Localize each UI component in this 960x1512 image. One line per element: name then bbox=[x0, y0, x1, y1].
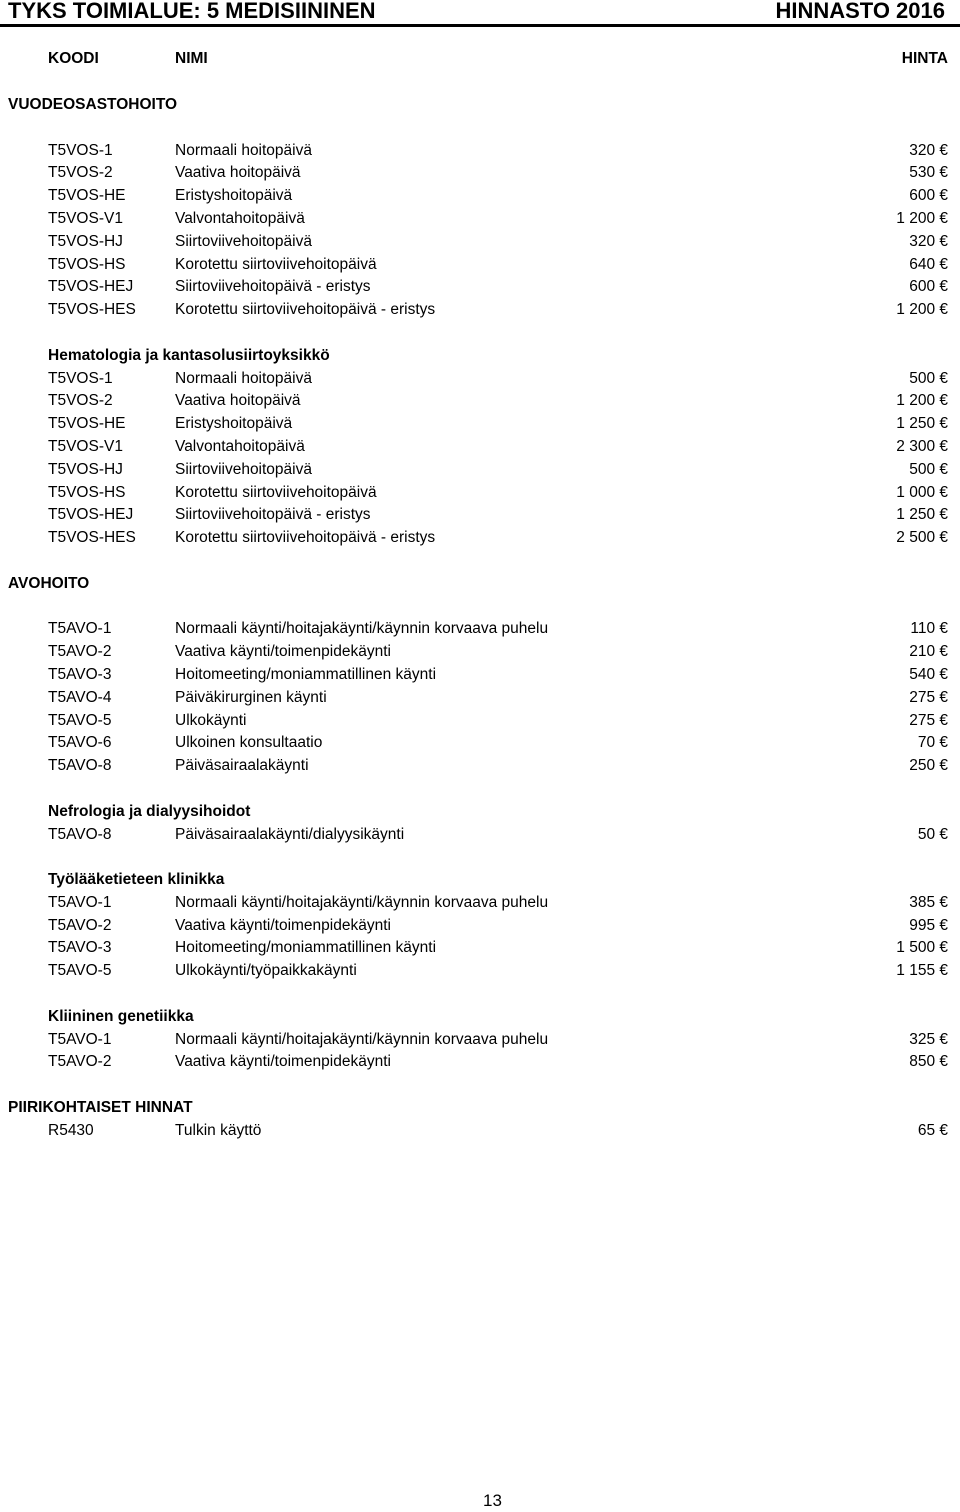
item-code: T5VOS-2 bbox=[48, 392, 113, 410]
item-code: T5VOS-HEJ bbox=[48, 506, 134, 524]
price-row bbox=[0, 368, 960, 391]
item-name: Valvontahoitopäivä bbox=[175, 437, 305, 455]
price-row bbox=[0, 390, 960, 413]
item-code: T5VOS-HE bbox=[48, 187, 126, 205]
price-row bbox=[0, 276, 960, 299]
item-code: T5AVO-2 bbox=[48, 916, 112, 934]
item-name: Valvontahoitopäivä bbox=[175, 209, 305, 227]
item-code: T5VOS-1 bbox=[48, 369, 113, 387]
item-price: 1 000 € bbox=[896, 483, 948, 501]
item-name: Vaativa hoitopäivä bbox=[175, 164, 301, 182]
item-name: Normaali käynti/hoitajakäynti/käynnin korvaava puhelu bbox=[175, 620, 549, 638]
item-price: 1 500 € bbox=[896, 939, 948, 957]
item-code: T5AVO-8 bbox=[48, 825, 112, 843]
item-name: Päiväsairaalakäynti bbox=[175, 757, 309, 775]
item-price: 530 € bbox=[909, 164, 948, 182]
item-name: Hoitomeeting/moniammatillinen käynti bbox=[175, 665, 437, 683]
price-row bbox=[0, 231, 960, 254]
price-row bbox=[0, 208, 960, 231]
page-header bbox=[0, 0, 960, 27]
item-name: Normaali käynti/hoitajakäynti/käynnin korvaava puhelu bbox=[175, 893, 549, 911]
item-name: Eristyshoitopäivä bbox=[175, 415, 293, 433]
item-code: T5AVO-2 bbox=[48, 1053, 112, 1071]
spacer bbox=[0, 1074, 960, 1097]
spacer bbox=[0, 983, 960, 1006]
price-row bbox=[0, 413, 960, 436]
page-number: 13 bbox=[483, 1491, 502, 1510]
price-row bbox=[0, 618, 960, 641]
item-name: Korotettu siirtoviivehoitopäivä - eristys bbox=[175, 529, 436, 547]
item-price: 65 € bbox=[917, 1121, 948, 1139]
item-name: Ulkoinen konsultaatio bbox=[175, 734, 323, 752]
item-name: Tulkin käyttö bbox=[175, 1121, 262, 1139]
price-row bbox=[0, 710, 960, 733]
price-row bbox=[0, 299, 960, 322]
spacer bbox=[0, 117, 960, 140]
item-code: T5AVO-8 bbox=[48, 757, 112, 775]
item-code: T5VOS-HJ bbox=[48, 460, 123, 478]
column-headers bbox=[0, 48, 960, 70]
price-row bbox=[0, 436, 960, 459]
item-price: 600 € bbox=[909, 278, 948, 296]
price-column-header: HINTA bbox=[901, 50, 948, 67]
name-column-header: NIMI bbox=[175, 50, 208, 67]
item-name: Eristyshoitopäivä bbox=[175, 187, 293, 205]
price-row bbox=[0, 162, 960, 185]
item-price: 275 € bbox=[909, 688, 948, 706]
item-name: Normaali hoitopäivä bbox=[175, 141, 312, 159]
spacer bbox=[0, 550, 960, 573]
item-price: 70 € bbox=[917, 734, 948, 752]
item-code: T5AVO-5 bbox=[48, 962, 112, 980]
price-list-year: HINNASTO 2016 bbox=[775, 0, 945, 23]
item-price: 210 € bbox=[909, 643, 948, 661]
item-code: T5AVO-2 bbox=[48, 643, 112, 661]
price-row bbox=[0, 527, 960, 550]
item-price: 1 250 € bbox=[896, 415, 948, 433]
price-row bbox=[0, 664, 960, 687]
item-price: 640 € bbox=[909, 255, 948, 273]
item-name: Vaativa käynti/toimenpidekäynti bbox=[175, 916, 391, 934]
spacer bbox=[0, 596, 960, 619]
price-row bbox=[0, 824, 960, 847]
price-row bbox=[0, 732, 960, 755]
item-name: Hoitomeeting/moniammatillinen käynti bbox=[175, 939, 437, 957]
item-name: Ulkokäynti bbox=[175, 711, 247, 729]
spacer bbox=[0, 846, 960, 869]
item-name: Korotettu siirtoviivehoitopäivä bbox=[175, 255, 377, 273]
item-code: T5VOS-1 bbox=[48, 141, 113, 159]
item-price: 540 € bbox=[909, 665, 948, 683]
spacer bbox=[0, 778, 960, 801]
item-name: Vaativa käynti/toimenpidekäynti bbox=[175, 1053, 391, 1071]
item-name: Päiväsairaalakäynti/dialyysikäynti bbox=[175, 825, 405, 843]
item-name: Siirtoviivehoitopäivä bbox=[175, 232, 312, 250]
price-row bbox=[0, 892, 960, 915]
price-row bbox=[0, 254, 960, 277]
item-price: 325 € bbox=[909, 1030, 948, 1048]
item-price: 500 € bbox=[909, 460, 948, 478]
item-price: 110 € bbox=[910, 620, 948, 638]
section-heading: AVOHOITO bbox=[8, 574, 90, 592]
subsection-heading: Kliininen genetiikka bbox=[48, 1007, 194, 1025]
section-heading: VUODEOSASTOHOITO bbox=[8, 96, 178, 113]
item-name: Siirtoviivehoitopäivä - eristys bbox=[175, 506, 371, 524]
item-name: Siirtoviivehoitopäivä - eristys bbox=[175, 278, 371, 296]
item-price: 320 € bbox=[909, 141, 948, 159]
item-code: T5AVO-5 bbox=[48, 711, 112, 729]
item-code: T5VOS-HES bbox=[48, 529, 136, 547]
item-code: T5VOS-HEJ bbox=[48, 278, 134, 296]
price-row bbox=[0, 687, 960, 710]
subsection-heading: Nefrologia ja dialyysihoidot bbox=[48, 802, 251, 820]
item-price: 320 € bbox=[909, 232, 948, 250]
item-price: 50 € bbox=[917, 825, 948, 843]
item-code: T5AVO-1 bbox=[48, 893, 112, 911]
item-code: T5VOS-V1 bbox=[48, 209, 123, 227]
document-title: TYKS TOIMIALUE: 5 MEDISIININEN bbox=[8, 0, 376, 23]
subsection-heading: Hematologia ja kantasolusiirtoyksikkö bbox=[48, 346, 330, 364]
item-price: 2 500 € bbox=[896, 529, 948, 547]
price-row bbox=[0, 504, 960, 527]
section-heading: PIIRIKOHTAISET HINNAT bbox=[8, 1099, 193, 1117]
price-list bbox=[0, 94, 960, 1143]
price-row bbox=[0, 140, 960, 163]
item-code: T5AVO-3 bbox=[48, 939, 112, 957]
item-price: 850 € bbox=[909, 1053, 948, 1071]
item-code: T5VOS-V1 bbox=[48, 437, 123, 455]
item-name: Vaativa hoitopäivä bbox=[175, 392, 301, 410]
item-price: 385 € bbox=[909, 893, 948, 911]
item-code: T5AVO-1 bbox=[48, 1030, 112, 1048]
code-column-header: KOODI bbox=[48, 50, 99, 67]
item-price: 600 € bbox=[909, 187, 948, 205]
item-price: 1 200 € bbox=[896, 301, 948, 319]
item-code: T5AVO-4 bbox=[48, 688, 112, 706]
item-name: Päiväkirurginen käynti bbox=[175, 688, 327, 706]
price-row bbox=[0, 1120, 960, 1143]
item-code: T5AVO-1 bbox=[48, 620, 112, 638]
item-name: Vaativa käynti/toimenpidekäynti bbox=[175, 643, 391, 661]
item-code: T5VOS-HES bbox=[48, 301, 136, 319]
item-price: 1 200 € bbox=[896, 209, 948, 227]
spacer bbox=[0, 322, 960, 345]
price-row bbox=[0, 1051, 960, 1074]
item-price: 250 € bbox=[909, 757, 948, 775]
item-code: T5AVO-3 bbox=[48, 665, 112, 683]
item-code: T5VOS-HS bbox=[48, 483, 126, 501]
price-row bbox=[0, 641, 960, 664]
item-price: 2 300 € bbox=[896, 437, 948, 455]
item-code: R5430 bbox=[48, 1121, 94, 1139]
price-row bbox=[0, 185, 960, 208]
price-row bbox=[0, 960, 960, 983]
price-row bbox=[0, 755, 960, 778]
subsection-heading: Työlääketieteen klinikka bbox=[48, 871, 225, 889]
item-name: Normaali hoitopäivä bbox=[175, 369, 312, 387]
item-name: Normaali käynti/hoitajakäynti/käynnin korvaava puhelu bbox=[175, 1030, 549, 1048]
item-code: T5VOS-2 bbox=[48, 164, 113, 182]
item-code: T5VOS-HE bbox=[48, 415, 126, 433]
item-price: 500 € bbox=[909, 369, 948, 387]
item-code: T5VOS-HJ bbox=[48, 232, 123, 250]
item-price: 275 € bbox=[909, 711, 948, 729]
price-row bbox=[0, 1029, 960, 1052]
item-price: 1 200 € bbox=[896, 392, 948, 410]
item-price: 1 250 € bbox=[896, 506, 948, 524]
item-price: 1 155 € bbox=[896, 962, 948, 980]
item-price: 995 € bbox=[909, 916, 948, 934]
price-row bbox=[0, 937, 960, 960]
item-name: Siirtoviivehoitopäivä bbox=[175, 460, 312, 478]
price-row bbox=[0, 459, 960, 482]
item-name: Korotettu siirtoviivehoitopäivä - eristys bbox=[175, 301, 436, 319]
item-name: Korotettu siirtoviivehoitopäivä bbox=[175, 483, 377, 501]
price-row bbox=[0, 915, 960, 938]
item-code: T5VOS-HS bbox=[48, 255, 126, 273]
item-code: T5AVO-6 bbox=[48, 734, 112, 752]
price-row bbox=[0, 482, 960, 505]
item-name: Ulkokäynti/työpaikkakäynti bbox=[175, 962, 357, 980]
